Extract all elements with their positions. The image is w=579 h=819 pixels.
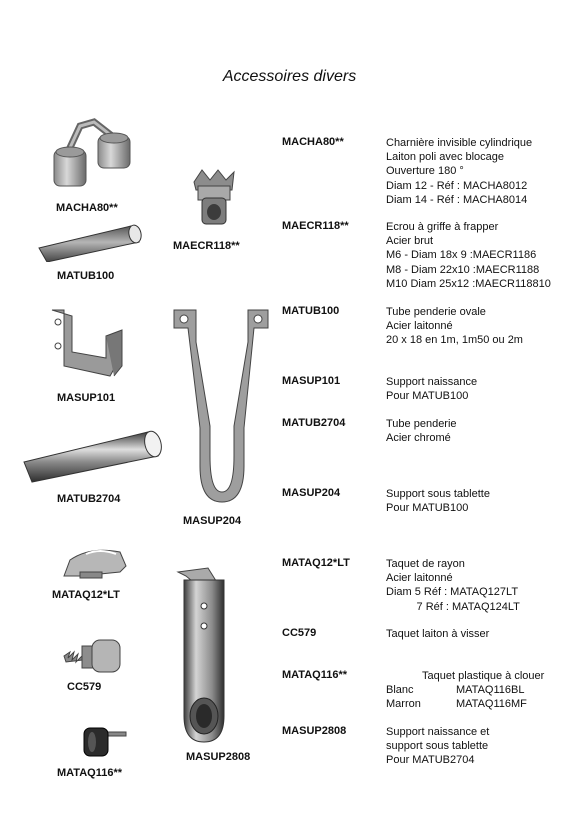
desc-line: Diam 14 - Réf : MACHA8014: [386, 193, 528, 206]
desc-masup204: [386, 487, 490, 515]
desc-line: Pour MATUB100: [386, 502, 469, 515]
desc-line: Ouverture 180 °: [386, 165, 464, 178]
ref-macha80: MACHA80**: [282, 136, 344, 148]
chrome-tube-illustration: [20, 428, 166, 484]
ref-cc579: CC579: [282, 627, 317, 639]
desc-line: M6 - Diam 18x 9 :MAECR1186: [386, 249, 537, 262]
desc-line: M8 - Diam 22x10 :MAECR1188: [386, 263, 540, 276]
desc-masup101: [386, 375, 477, 403]
desc-row: [386, 683, 544, 697]
ref-masup204: MASUP204: [282, 487, 341, 499]
image-label-cc579: CC579: [67, 681, 102, 693]
desc-heading: Taquet plastique à clouer: [422, 670, 545, 682]
ref-mataq12lt: MATAQ12*LT: [282, 557, 350, 569]
image-label-macha80: MACHA80**: [56, 202, 118, 214]
desc-matub100: [386, 305, 523, 348]
desc-matub2704: [386, 417, 457, 445]
desc-line: Taquet laiton à visser: [386, 628, 490, 640]
long-support-illustration: [170, 306, 272, 504]
desc-macha80: [386, 136, 532, 207]
image-label-masup2808: MASUP2808: [186, 751, 251, 763]
desc-line: Support naissance: [386, 376, 478, 388]
support-bracket-illustration: [48, 306, 128, 380]
desc-line: 20 x 18 en 1m, 1m50 ou 2m: [386, 334, 523, 347]
desc-line: Tube penderie ovale: [386, 306, 486, 318]
desc-line: Charnière invisible cylindrique: [386, 137, 533, 149]
desc-line: Acier laitonné: [386, 320, 453, 333]
ref-mataq116: MATAQ116**: [282, 669, 348, 681]
desc-line: Taquet de rayon: [386, 558, 465, 570]
desc-masup2808: [386, 725, 489, 768]
image-label-matub100: MATUB100: [57, 270, 115, 282]
image-label-matub2704: MATUB2704: [57, 493, 121, 505]
desc-line: Tube penderie: [386, 418, 457, 430]
image-label-maecr118: MAECR118**: [173, 240, 240, 252]
desc-line: Acier brut: [386, 235, 434, 248]
color-name: Marron: [386, 698, 421, 711]
image-label-mataq116: MATAQ116**: [57, 767, 123, 779]
desc-line: Support sous tablette: [386, 488, 490, 500]
desc-line: Acier laitonné: [386, 572, 453, 585]
desc-line: Support naissance et: [386, 726, 490, 738]
desc-line: Ecrou à griffe à frapper: [386, 221, 499, 233]
desc-mataq116: [386, 669, 544, 712]
oval-tube-illustration: [35, 222, 147, 262]
shelf-peg-illustration: [60, 542, 130, 582]
nail-peg-illustration: [80, 722, 130, 762]
color-name: Blanc: [386, 684, 414, 697]
image-label-masup204: MASUP204: [183, 515, 242, 527]
desc-line: M10 Diam 25x12 :MAECR118810: [386, 277, 551, 290]
desc-mataq12lt: [386, 557, 520, 614]
ref-matub100: MATUB100: [282, 305, 340, 317]
chrome-support-illustration: [168, 566, 248, 746]
desc-line: Acier chromé: [386, 432, 451, 445]
desc-line: Diam 12 - Réf : MACHA8012: [386, 179, 528, 192]
image-label-masup101: MASUP101: [57, 392, 116, 404]
ref-maecr118: MAECR118**: [282, 220, 349, 232]
image-label-mataq12lt: MATAQ12*LT: [52, 589, 120, 601]
ref-masup2808: MASUP2808: [282, 725, 347, 737]
desc-maecr118: [386, 220, 551, 291]
desc-line: 7 Réf : MATAQ124LT: [386, 600, 520, 613]
tnut-illustration: [188, 168, 240, 230]
ref-code: MATAQ116MF: [456, 698, 527, 711]
ref-matub2704: MATUB2704: [282, 417, 346, 429]
ref-code: MATAQ116BL: [456, 684, 525, 697]
ref-masup101: MASUP101: [282, 375, 341, 387]
desc-line: support sous tablette: [386, 740, 489, 753]
desc-line: Pour MATUB100: [386, 390, 469, 403]
desc-line: Diam 5 Réf : MATAQ127LT: [386, 586, 519, 599]
desc-line: Pour MATUB2704: [386, 754, 475, 767]
screw-peg-illustration: [62, 636, 124, 676]
page-title: Accessoires divers: [222, 68, 357, 85]
desc-row: [386, 697, 544, 711]
desc-cc579: [386, 627, 489, 641]
desc-line: Laiton poli avec blocage: [386, 151, 505, 164]
hinge-illustration: [50, 112, 140, 194]
